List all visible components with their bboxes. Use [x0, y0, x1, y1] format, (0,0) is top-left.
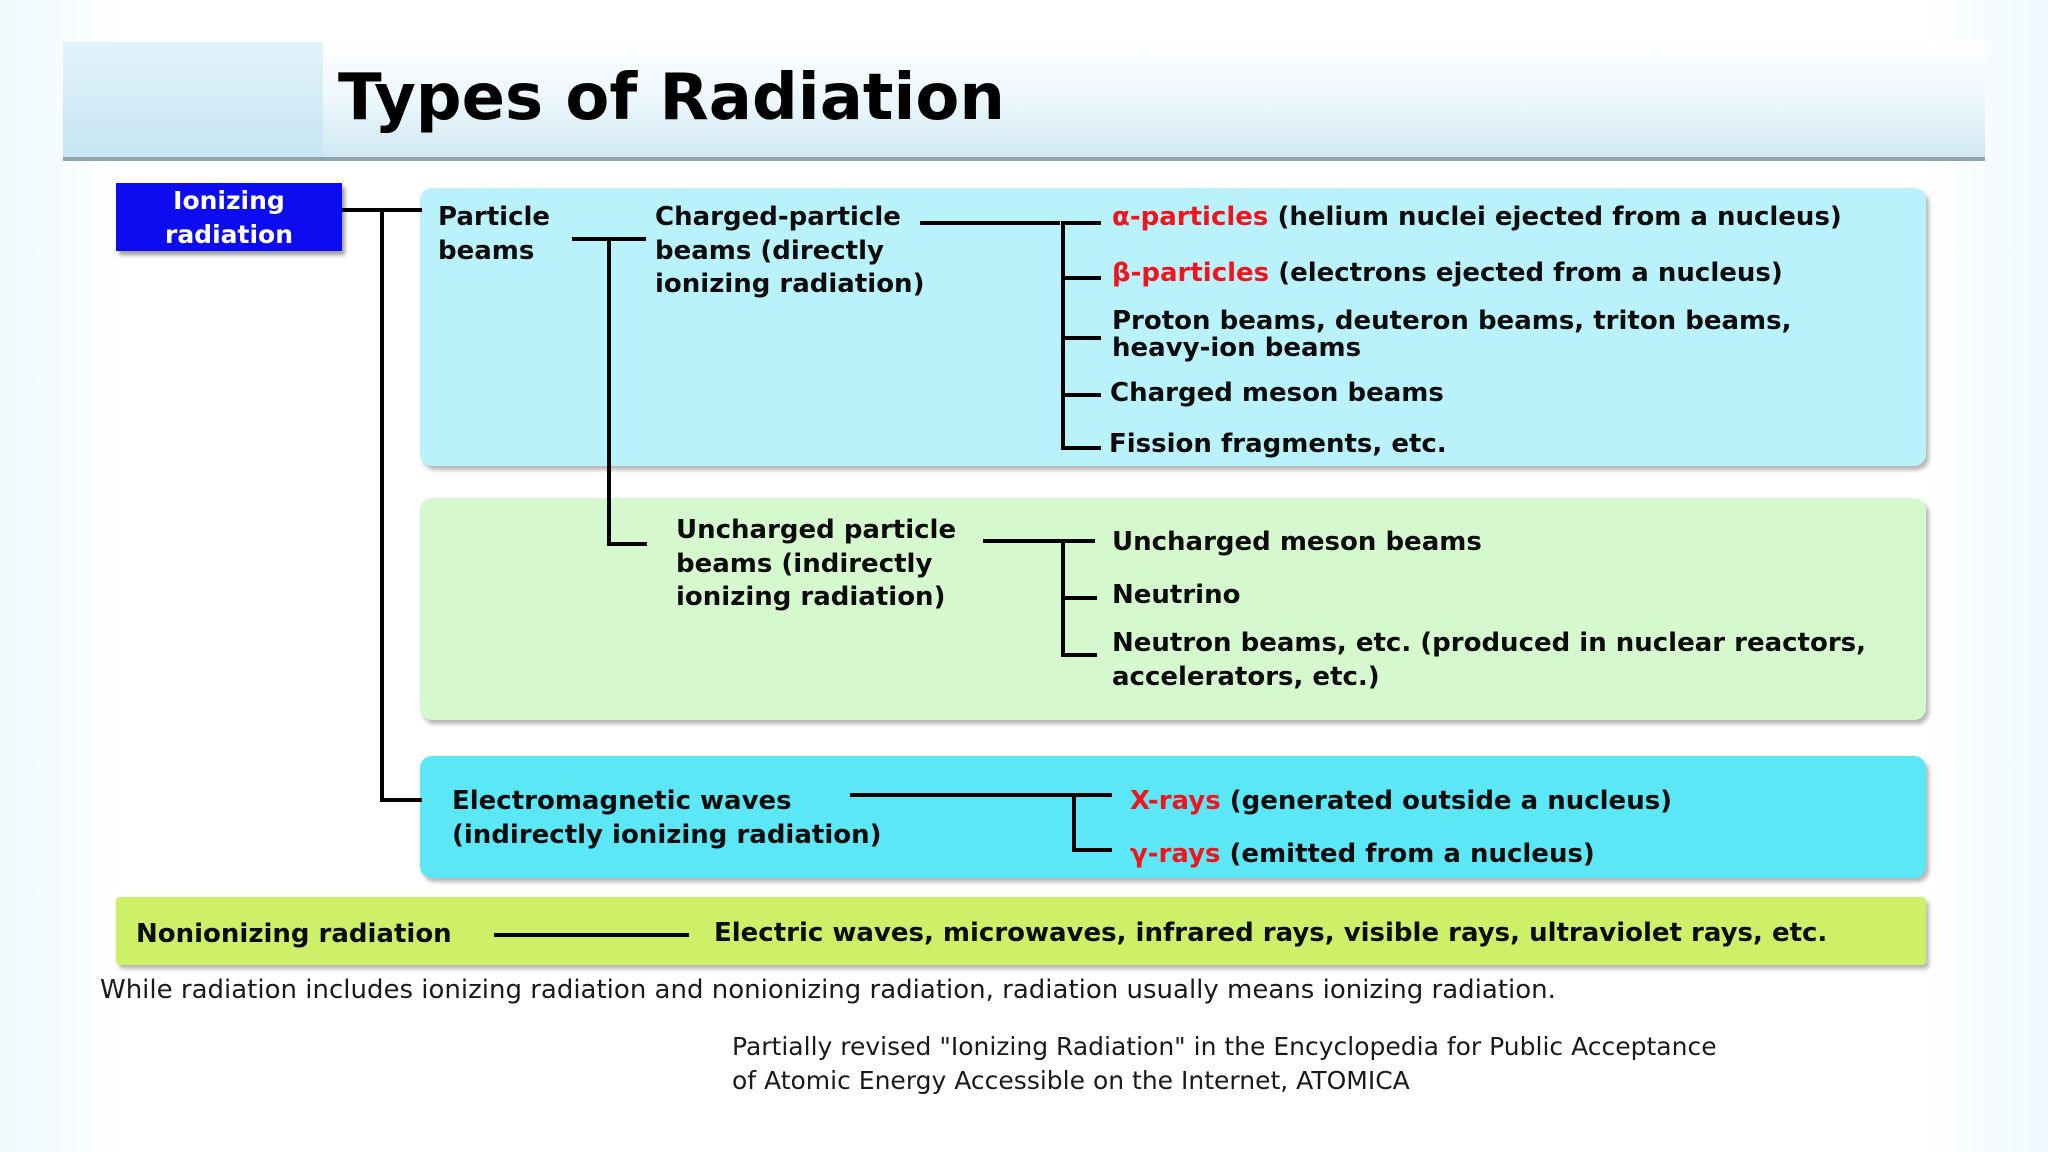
- em-label-line2: (indirectly ionizing radiation): [452, 820, 882, 850]
- charged-item-fission: Fission fragments, etc.: [1109, 429, 1447, 459]
- header-rule: [63, 157, 1985, 161]
- uncharged-label-line1: Uncharged particle: [676, 515, 957, 545]
- ionizing-label-line2: radiation: [164, 220, 294, 249]
- charged-item-meson: Charged meson beams: [1110, 378, 1444, 408]
- charged-label-line2: beams (directly: [655, 236, 884, 266]
- uncharged-label-line2: beams (indirectly: [676, 549, 933, 579]
- page-title: Types of Radiation: [338, 61, 1005, 135]
- gamma-desc: (emitted from a nucleus): [1220, 839, 1595, 869]
- connector-to-uncharged: [607, 542, 647, 546]
- source-line2: of Atomic Energy Accessible on the Internet, ATOMICA: [732, 1066, 1410, 1095]
- nonionizing-label: Nonionizing radiation: [136, 919, 452, 949]
- em-item-gamma: [1130, 838, 1595, 871]
- source-line1: Partially revised "Ionizing Radiation" in the Encyclopedia for Public Acceptance: [732, 1032, 1717, 1061]
- branch-meson: [1061, 393, 1101, 397]
- uncharged-item-neutrino: Neutrino: [1112, 580, 1241, 610]
- connector-particle-vertical: [607, 237, 611, 546]
- uncharged-item-meson: Uncharged meson beams: [1112, 527, 1482, 557]
- branch-neutrino: [1061, 596, 1097, 600]
- branch-neutron: [1061, 653, 1097, 657]
- connector-to-em: [380, 798, 422, 802]
- branch-gamma: [1072, 848, 1112, 852]
- header-accent: [63, 42, 323, 158]
- branch-beta: [1061, 276, 1101, 280]
- uncharged-label-line3: ionizing radiation): [676, 582, 946, 612]
- connector-main-vertical: [380, 208, 384, 802]
- uncharged-item-neutron-line1: Neutron beams, etc. (produced in nuclear reactors,: [1112, 628, 1867, 658]
- charged-item-alpha: [1112, 201, 1842, 234]
- gamma-highlight: γ-rays: [1130, 839, 1221, 869]
- connector-uncharged: [983, 539, 1095, 543]
- particle-beams-line1: Particle: [438, 202, 551, 232]
- beta-desc: (electrons ejected from a nucleus): [1269, 258, 1783, 288]
- charged-label-line1: Charged-particle: [655, 202, 901, 232]
- ionizing-radiation-box: [116, 183, 342, 251]
- charged-item-proton-line1: Proton beams, deuteron beams, triton beams,: [1112, 306, 1792, 336]
- em-label-line1: Electromagnetic waves: [452, 786, 792, 816]
- xrays-desc: (generated outside a nucleus): [1220, 786, 1673, 816]
- charged-item-beta: [1112, 257, 1783, 290]
- particle-beams-line2: beams: [438, 236, 535, 266]
- alpha-desc: (helium nuclei ejected from a nucleus): [1268, 202, 1842, 232]
- branch-proton: [1061, 336, 1101, 340]
- connector-charged: [920, 221, 1060, 225]
- branch-fission: [1061, 446, 1101, 450]
- connector-em-vertical: [1072, 793, 1076, 852]
- beta-highlight: β-particles: [1112, 258, 1270, 288]
- xrays-highlight: X-rays: [1130, 786, 1221, 816]
- connector-nonionizing: [494, 933, 689, 937]
- charged-label-line3: ionizing radiation): [655, 269, 925, 299]
- uncharged-item-neutron-line2: accelerators, etc.): [1112, 662, 1380, 692]
- footnote: While radiation includes ionizing radiation and nonionizing radiation, radiation usually means ionizing radiation.: [100, 975, 1556, 1005]
- nonionizing-desc: Electric waves, microwaves, infrared rays, visible rays, ultraviolet rays, etc.: [714, 918, 1828, 948]
- charged-item-proton-line2: heavy-ion beams: [1112, 333, 1362, 363]
- ionizing-label-line1: Ionizing: [173, 186, 285, 215]
- em-item-xrays: [1130, 785, 1672, 818]
- alpha-highlight: α-particles: [1112, 202, 1269, 232]
- branch-alpha: [1061, 221, 1101, 225]
